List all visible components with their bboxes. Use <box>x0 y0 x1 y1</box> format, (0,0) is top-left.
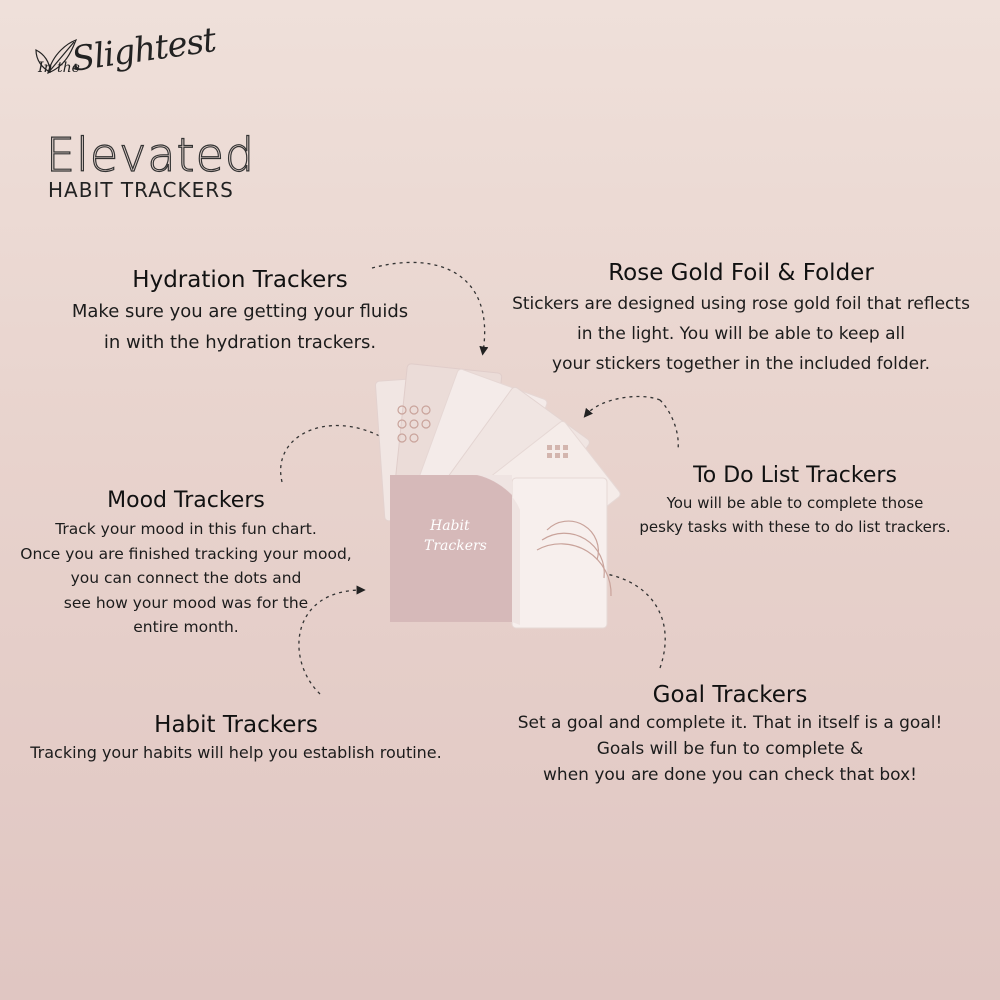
feature-habit <box>10 710 462 765</box>
feature-title: Rose Gold Foil & Folder <box>608 260 874 286</box>
product-image <box>372 360 627 642</box>
logo-small-text: In the <box>38 60 80 76</box>
feature-title: Hydration Trackers <box>132 267 348 293</box>
feature-desc-line: Once you are finished tracking your mood, <box>20 544 352 563</box>
feature-title: To Do List Trackers <box>693 463 897 488</box>
logo-script-text: Slightest <box>69 20 218 80</box>
feature-hydration <box>40 265 440 357</box>
feature-desc-line: Set a goal and complete it. That in itself is a goal! <box>517 713 943 733</box>
feature-goal <box>495 680 965 788</box>
feature-title: Habit Trackers <box>154 712 318 738</box>
feature-desc-line: in the light. You will be able to keep all <box>576 324 905 344</box>
page-title: Elevated <box>46 128 256 182</box>
feature-desc-line: see how your mood was for the <box>63 593 309 612</box>
feature-desc-line: You will be able to complete those <box>666 494 924 512</box>
feature-todo <box>630 462 960 538</box>
folder-label-2: Trackers <box>424 538 487 554</box>
feature-desc-line: you can connect the dots and <box>70 569 302 587</box>
feature-mood <box>10 486 362 639</box>
feature-desc-line: Tracking your habits will help you establish routine. <box>30 743 442 762</box>
feature-desc-line: Stickers are designed using rose gold foil that reflects <box>512 294 970 314</box>
feature-title: Mood Trackers <box>107 488 265 513</box>
feature-desc-line: pesky tasks with these to do list trackers. <box>639 518 951 536</box>
folder <box>390 475 520 625</box>
feature-desc-line: entire month. <box>133 618 239 636</box>
feature-title: Goal Trackers <box>652 682 808 708</box>
feature-desc-line: Goals will be fun to complete & <box>596 739 864 759</box>
page-subtitle: HABIT TRACKERS <box>48 178 234 202</box>
feature-desc-line: in with the hydration trackers. <box>103 332 377 353</box>
feature-rose-gold <box>486 258 996 378</box>
feature-desc-line: Track your mood in this fun chart. <box>55 520 317 538</box>
feature-desc-line: when you are done you can check that box! <box>543 765 917 785</box>
folder-label-1: Habit <box>430 518 470 534</box>
feature-desc-line: your stickers together in the included folder. <box>552 354 930 374</box>
feature-desc-line: Make sure you are getting your fluids <box>71 301 409 322</box>
